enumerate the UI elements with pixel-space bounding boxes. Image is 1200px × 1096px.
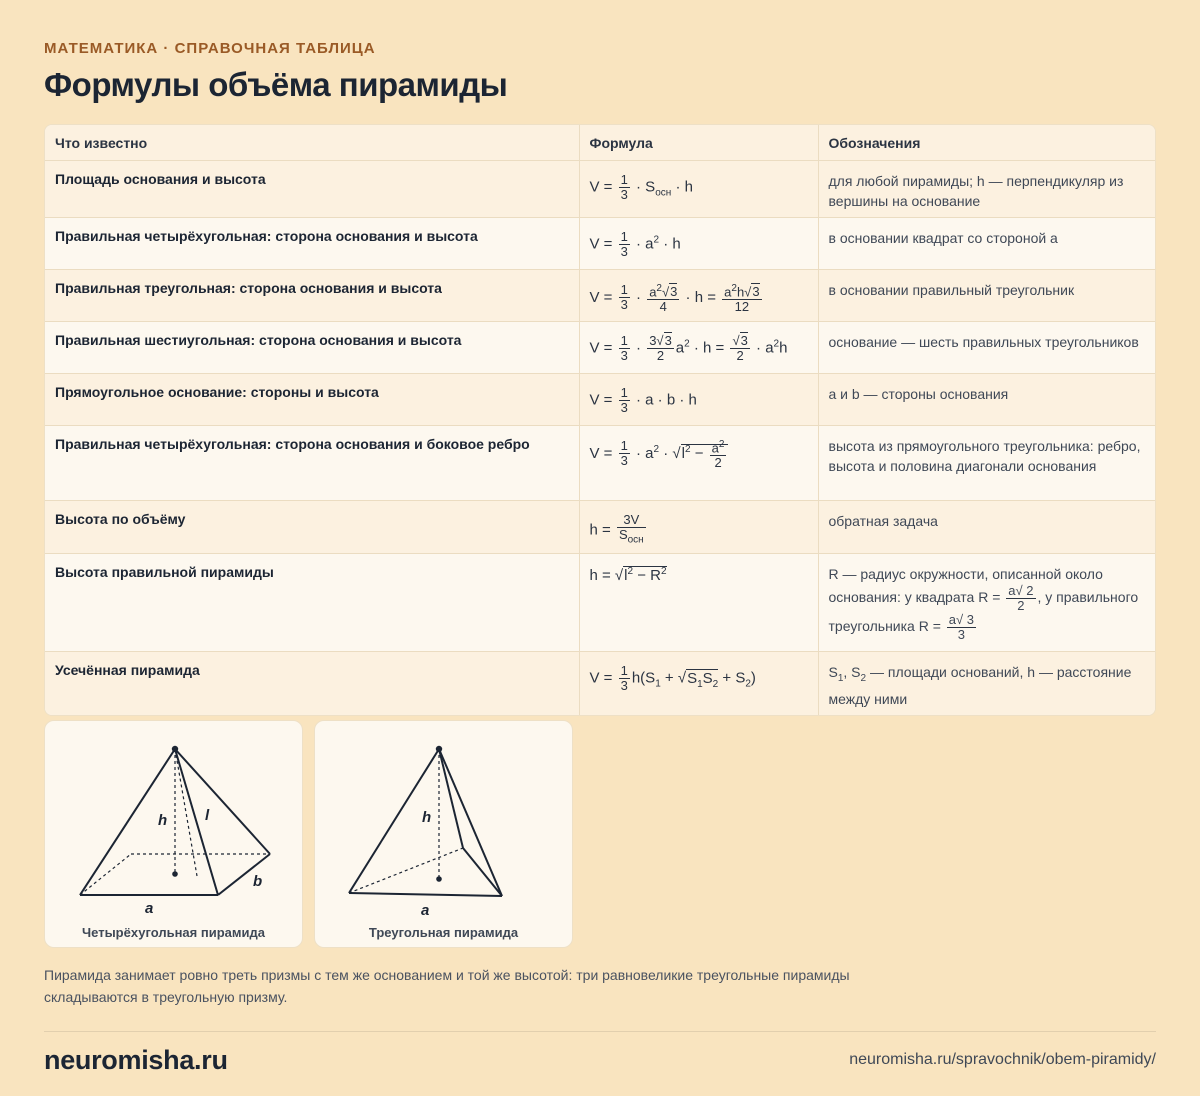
formula-table-card — [44, 124, 1156, 716]
row-notation: R — радиус окружности, описанной около основания: у квадрата R = $\frac{a√ 2}{2}$ , у правильного треугольника R = $\frac{a√ 3}{3}$ — [818, 554, 1156, 652]
row-known: Правильная шестиугольная: сторона основания и высота — [45, 321, 579, 373]
row-notation: a и b — стороны основания — [818, 373, 1156, 425]
row-known: Правильная треугольная: сторона основания и высота — [45, 269, 579, 321]
diagram-caption: Треугольная пирамида — [368, 925, 519, 940]
notation-text-2: , у правильного треугольника R = — [828, 589, 1139, 635]
row-formula: V = $\frac{1}{3}$ · $\frac{3√3}{2}$ $a^2 \cdot h$ = $\frac{√3}{2}$ · $a^2h$ — [579, 321, 818, 373]
brand-logo[interactable]: neuromisha.ru — [44, 1045, 228, 1075]
row-known: Высота правильной пирамиды — [45, 554, 579, 652]
row-formula: $h = √l^2 - R^2$ — [579, 554, 818, 652]
label-h: h — [422, 809, 432, 826]
row-notation: основание — шесть правильных треугольников — [818, 321, 1156, 373]
row-known: Площадь основания и высота — [45, 160, 579, 217]
row-formula: V = $\frac{1}{3}$ · $a^2 \cdot √l^2$ − $\frac{a^2}{2}$ — [579, 425, 818, 500]
row-notation: в основании квадрат со стороной a — [818, 217, 1156, 269]
label-h: h — [158, 812, 168, 829]
quad-pyramid-drawing — [45, 721, 304, 921]
row-known: Правильная четырёхугольная: сторона основания и боковое ребро — [45, 425, 579, 500]
table-row — [45, 425, 1156, 500]
row-known: Правильная четырёхугольная: сторона основания и высота — [45, 217, 579, 269]
table-header-row — [45, 125, 1156, 160]
table-row — [45, 160, 1156, 217]
row-formula: V = $\frac{1}{3}$ · $\frac{a^2√3}{4}$ · h = $\frac{a^2h√3}{12}$ — [579, 269, 818, 321]
label-b: b — [253, 873, 263, 890]
tri-pyramid-diagram — [314, 720, 573, 948]
table-row — [45, 321, 1156, 373]
page-url-link[interactable]: neuromisha.ru/spravochnik/obem-piramidy/ — [849, 1051, 1156, 1068]
formula-table — [45, 125, 1156, 715]
column-header-formula: Формула — [579, 125, 818, 160]
column-header-notation: Обозначения — [818, 125, 1156, 160]
table-row — [45, 217, 1156, 269]
row-notation: высота из прямоугольного треугольника: ребро, высота и половина диагонали основания — [818, 425, 1156, 500]
row-known: Высота по объёму — [45, 500, 579, 554]
row-notation: обратная задача — [818, 500, 1156, 554]
row-formula: V = $\frac{1}{3}$ · $S_{осн} \cdot h$ — [579, 160, 818, 217]
footer-divider — [44, 1031, 1156, 1032]
row-notation: в основании правильный треугольник — [818, 269, 1156, 321]
table-row — [45, 269, 1156, 321]
table-row — [45, 500, 1156, 554]
row-notation: $S_1$, $S_2$ — площади оснований, h — расстояние между ними — [818, 652, 1156, 715]
row-known: Усечённая пирамида — [45, 652, 579, 715]
footnote: Пирамида занимает ровно треть призмы с тем же основанием и той же высотой: три равновеликие треугольные пирамиды складываются в треугольную призму. — [44, 967, 850, 1005]
row-notation: для любой пирамиды; h — перпендикуляр из вершины на основание — [818, 160, 1156, 217]
section-kicker: МАТЕМАТИКА · СПРАВОЧНАЯ ТАБЛИЦА — [44, 40, 376, 57]
diagram-caption: Четырёхугольная пирамида — [82, 925, 265, 940]
tri-pyramid-drawing — [315, 721, 574, 921]
quad-pyramid-diagram — [44, 720, 303, 948]
page-title: Формулы объёма пирамиды — [44, 66, 508, 103]
row-formula: V = $\frac{1}{3}$ $h(S_1 + √S_1S_2 + S_2)$ — [579, 652, 818, 715]
table-row — [45, 373, 1156, 425]
label-l: l — [205, 807, 210, 824]
row-formula: V = $\frac{1}{3}$ · $a^2 \cdot h$ — [579, 217, 818, 269]
table-row — [45, 554, 1156, 652]
row-formula: h = $\frac{3V}{S_{осн}}$ — [579, 500, 818, 554]
label-a: a — [145, 900, 154, 917]
row-formula: V = $\frac{1}{3}$ · a · b · h — [579, 373, 818, 425]
label-a: a — [421, 902, 430, 919]
notation-text: — площади оснований, h — расстояние между ними — [828, 664, 1132, 707]
row-known: Прямоугольное основание: стороны и высота — [45, 373, 579, 425]
notation-text-1: R — радиус окружности, описанной около основания: у квадрата R = — [828, 566, 1103, 606]
column-header-known: Что известно — [45, 125, 579, 160]
table-row — [45, 652, 1156, 715]
